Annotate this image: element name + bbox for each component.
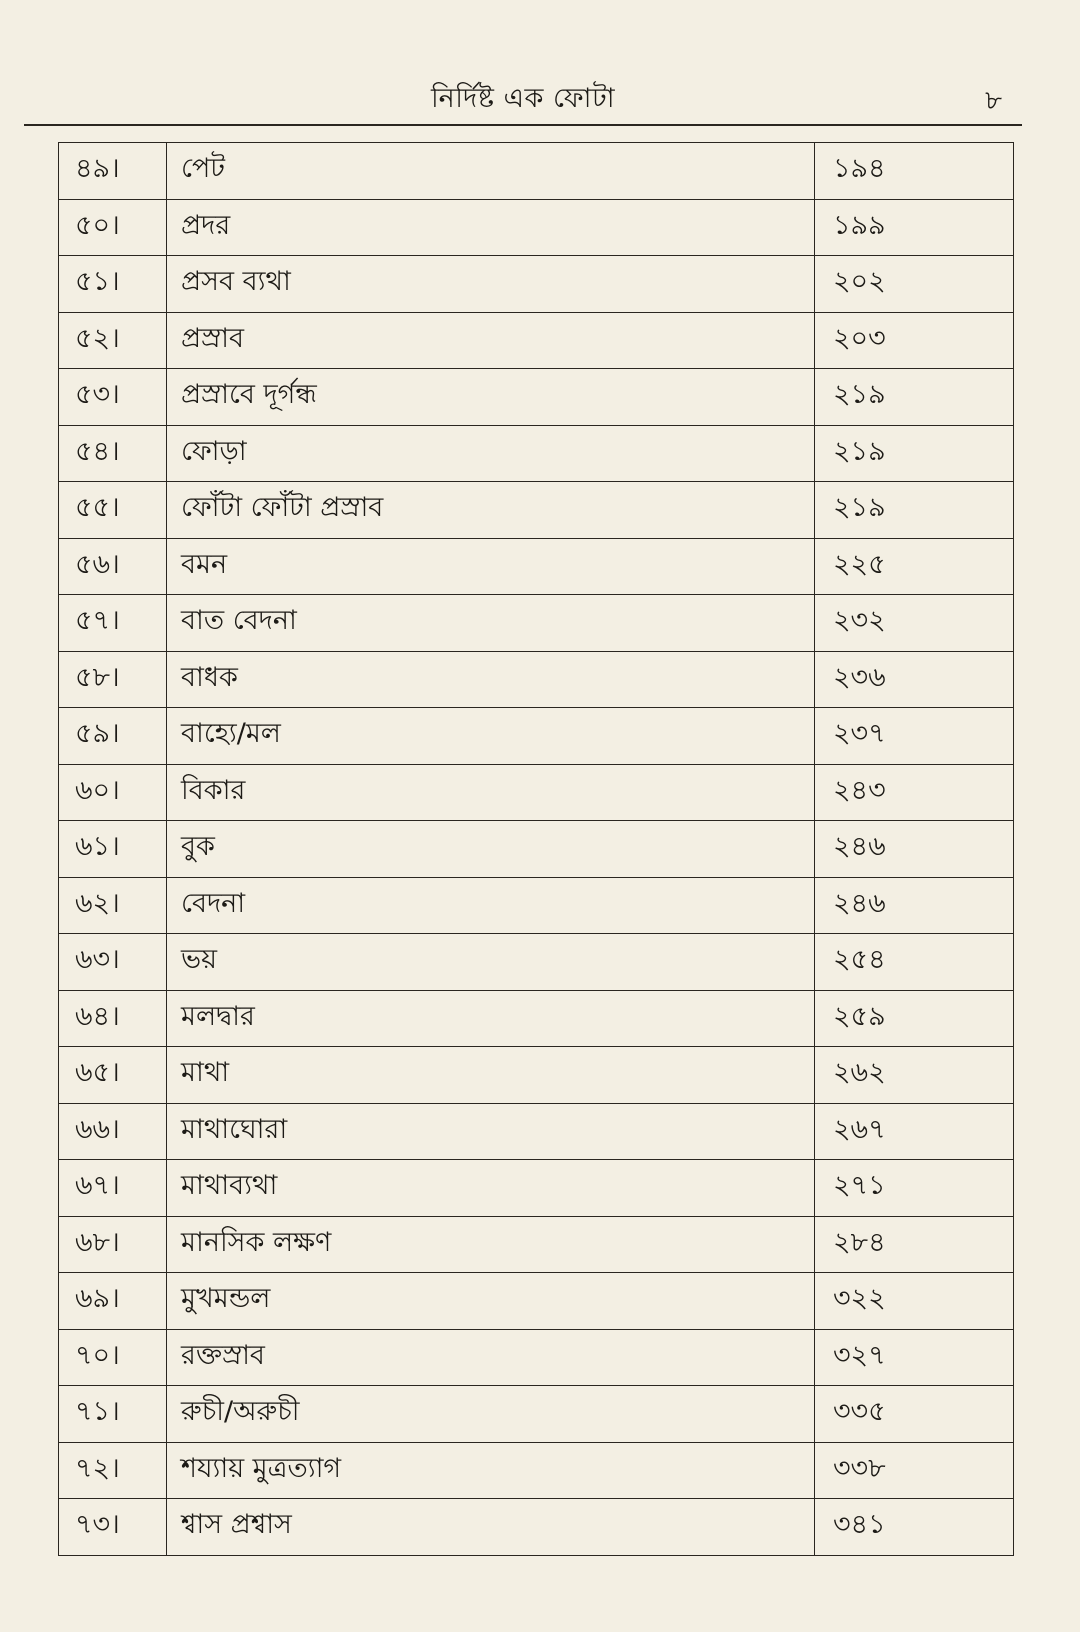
entry-title: প্রস্রাবে দূর্গন্ধ [167,369,815,426]
entry-page: ২৮৪ [815,1216,1014,1273]
entry-page: ২৩৭ [815,708,1014,765]
table-row [59,1442,1014,1499]
entry-number: ৫৮। [59,651,167,708]
entry-title: প্রসব ব্যথা [167,256,815,313]
entry-title: রুচী/অরুচী [167,1386,815,1443]
table-row [59,990,1014,1047]
entry-title: বেদনা [167,877,815,934]
entry-title: মানসিক লক্ষণ [167,1216,815,1273]
entry-title: বাত বেদনা [167,595,815,652]
table-row [59,312,1014,369]
entry-title: প্রদর [167,199,815,256]
entry-number: ৫৯। [59,708,167,765]
index-table-body [59,143,1014,1556]
entry-number: ৫০। [59,199,167,256]
entry-title: ভয় [167,934,815,991]
index-table [58,142,1014,1556]
table-row [59,651,1014,708]
table-row [59,1047,1014,1104]
table-row [59,1216,1014,1273]
entry-page: ২৪৬ [815,821,1014,878]
entry-page: ৩২৭ [815,1329,1014,1386]
table-row [59,877,1014,934]
entry-number: ৭৩। [59,1499,167,1556]
entry-title: বাহ্যে/মল [167,708,815,765]
page-header [24,72,1022,126]
entry-title: বমন [167,538,815,595]
entry-page: ২৬৭ [815,1103,1014,1160]
entry-title: মাথাব্যথা [167,1160,815,1217]
table-row [59,1273,1014,1330]
table-row [59,143,1014,200]
entry-page: ২৪৬ [815,877,1014,934]
entry-number: ৫৩। [59,369,167,426]
table-row [59,764,1014,821]
table-row [59,595,1014,652]
entry-page: ২৩৬ [815,651,1014,708]
entry-number: ৭১। [59,1386,167,1443]
entry-page: ২৩২ [815,595,1014,652]
table-row [59,425,1014,482]
entry-number: ৫৬। [59,538,167,595]
entry-title: প্রস্রাব [167,312,815,369]
entry-page: ৩৪১ [815,1499,1014,1556]
entry-page: ২৬২ [815,1047,1014,1104]
entry-number: ৭০। [59,1329,167,1386]
entry-page: ২১৯ [815,425,1014,482]
entry-number: ৬৮। [59,1216,167,1273]
table-row [59,1103,1014,1160]
table-row [59,708,1014,765]
entry-page: ৩২২ [815,1273,1014,1330]
entry-title: পেট [167,143,815,200]
table-row [59,199,1014,256]
entry-number: ৫৫। [59,482,167,539]
page-number: ৮ [985,86,1002,116]
entry-page: ২২৫ [815,538,1014,595]
table-row [59,1160,1014,1217]
entry-title: রক্তস্রাব [167,1329,815,1386]
entry-page: ২০২ [815,256,1014,313]
entry-number: ৬৭। [59,1160,167,1217]
entry-page: ২১৯ [815,482,1014,539]
entry-title: মাথাঘোরা [167,1103,815,1160]
entry-title: বিকার [167,764,815,821]
entry-page: ৩৩৫ [815,1386,1014,1443]
entry-number: ৬৬। [59,1103,167,1160]
table-row [59,369,1014,426]
entry-title: শয্যায় মুত্রত্যাগ [167,1442,815,1499]
entry-page: ২৭১ [815,1160,1014,1217]
entry-page: ১৯৯ [815,199,1014,256]
entry-number: ৫৭। [59,595,167,652]
entry-number: ৬৩। [59,934,167,991]
table-row [59,1329,1014,1386]
entry-number: ৬০। [59,764,167,821]
entry-title: মাথা [167,1047,815,1104]
entry-number: ৬৯। [59,1273,167,1330]
entry-title: ফোড়া [167,425,815,482]
entry-number: ৫৪। [59,425,167,482]
entry-number: ৫২। [59,312,167,369]
entry-title: বুক [167,821,815,878]
entry-number: ৬৫। [59,1047,167,1104]
table-row [59,1386,1014,1443]
entry-title: বাধক [167,651,815,708]
entry-page: ৩৩৮ [815,1442,1014,1499]
table-row [59,821,1014,878]
entry-number: ৬৪। [59,990,167,1047]
entry-title: মলদ্বার [167,990,815,1047]
entry-number: ৪৯। [59,143,167,200]
table-row [59,482,1014,539]
entry-page: ২০৩ [815,312,1014,369]
entry-title: শ্বাস প্রশ্বাস [167,1499,815,1556]
entry-number: ৭২। [59,1442,167,1499]
running-title: নির্দিষ্ট এক ফোটা [430,83,616,114]
entry-page: ১৯৪ [815,143,1014,200]
entry-page: ২৫৪ [815,934,1014,991]
entry-number: ৬২। [59,877,167,934]
table-row [59,934,1014,991]
entry-number: ৬১। [59,821,167,878]
entry-page: ২৪৩ [815,764,1014,821]
entry-page: ২১৯ [815,369,1014,426]
table-row [59,538,1014,595]
entry-title: মুখমন্ডল [167,1273,815,1330]
table-row [59,1499,1014,1556]
entry-page: ২৫৯ [815,990,1014,1047]
table-row [59,256,1014,313]
entry-title: ফোঁটা ফোঁটা প্রস্রাব [167,482,815,539]
entry-number: ৫১। [59,256,167,313]
